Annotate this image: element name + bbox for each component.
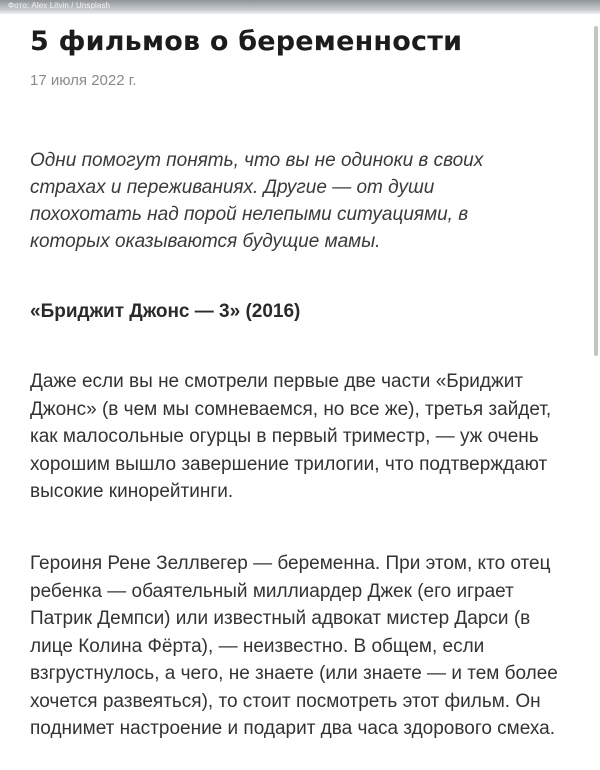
article-title: 5 фильмов о беременности: [30, 26, 463, 57]
photo-credit: Фото: Alex Litvin / Unsplash: [8, 1, 111, 10]
article-date: 17 июля 2022 г.: [30, 72, 137, 89]
hero-photo: [0, 0, 600, 14]
section-title: «Бриджит Джонс — 3» (2016): [30, 301, 301, 322]
article-paragraph: Героиня Рене Зеллвегер — беременна. При этом, кто отец ребенка — обаятельный миллиардер Джек (его играет Патрик Демпси) или известный адвокат мистер Дарси (в лице Колина Фёрта), — неизвестно. В общем, если взгрустнулось, а чего, не знаете (или знаете — и тем более хочется развеяться), то стоит посмотреть этот фильм. Он поднимет настроение и подарит два часа здорового смеха.: [30, 553, 558, 739]
scrollbar[interactable]: [594, 26, 598, 356]
article: [30, 22, 570, 739]
article-paragraph: Даже если вы не смотрели первые две части «Бриджит Джонс» (в чем мы сомневаемся, но все же), третья зайдет, как малосольные огурцы в первый триместр, — уж очень хорошим вышло завершение трилогии, что подтверждают высокие кинорейтинги.: [30, 371, 552, 502]
article-lead: Одни помогут понять, что вы не одиноки в своих страхах и переживаниях. Другие — от души похохотать над порой нелепыми ситуациями, в которых оказываются будущие мамы.: [30, 150, 484, 252]
